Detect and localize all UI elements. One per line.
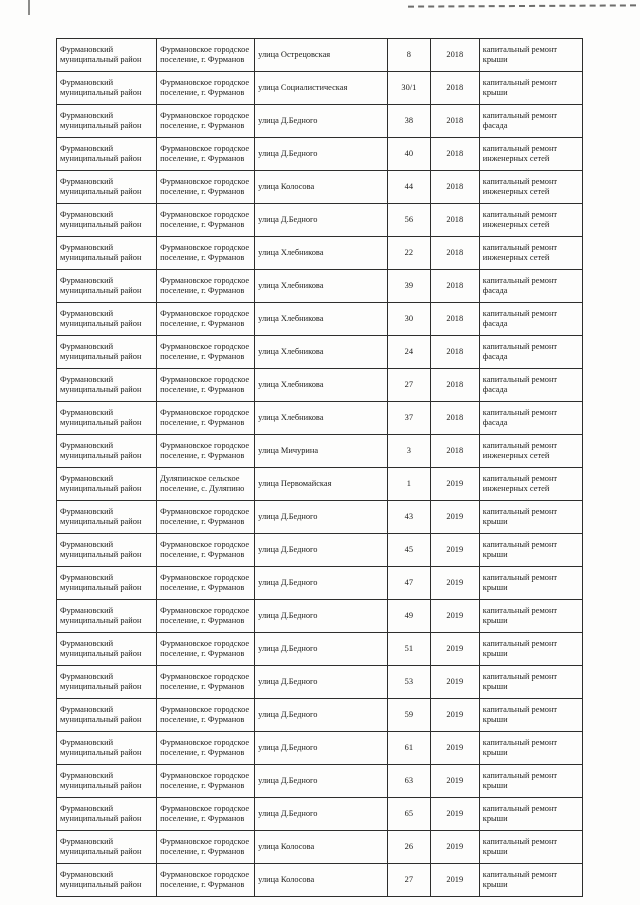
cell-settlement: Фурмановское городское поселение, г. Фурманов — [157, 567, 255, 600]
cell-settlement: Фурмановское городское поселение, г. Фурманов — [157, 138, 255, 171]
scan-artifact-dashed-line — [408, 4, 636, 7]
cell-street: улица Д.Бедного — [255, 138, 388, 171]
cell-street: улица Мичурина — [255, 435, 388, 468]
cell-house: 37 — [387, 402, 430, 435]
table-row — [57, 534, 583, 567]
cell-settlement: Фурмановское городское поселение, г. Фурманов — [157, 435, 255, 468]
table-row — [57, 270, 583, 303]
cell-house: 27 — [387, 864, 430, 897]
cell-street: улица Первомайская — [255, 468, 388, 501]
table-row — [57, 138, 583, 171]
cell-house: 8 — [387, 39, 430, 72]
cell-district: Фурмановский муниципальный район — [57, 765, 157, 798]
table-row — [57, 501, 583, 534]
cell-street: улица Хлебникова — [255, 303, 388, 336]
cell-street: улица Д.Бедного — [255, 501, 388, 534]
cell-settlement: Дуляпинское сельское поселение, с. Дуляпино — [157, 468, 255, 501]
cell-settlement: Фурмановское городское поселение, г. Фурманов — [157, 369, 255, 402]
cell-settlement: Фурмановское городское поселение, г. Фурманов — [157, 798, 255, 831]
cell-street: улица Д.Бедного — [255, 600, 388, 633]
cell-year: 2018 — [430, 72, 479, 105]
cell-settlement: Фурмановское городское поселение, г. Фурманов — [157, 600, 255, 633]
cell-district: Фурмановский муниципальный район — [57, 303, 157, 336]
cell-house: 30 — [387, 303, 430, 336]
cell-street: улица Хлебникова — [255, 237, 388, 270]
cell-house: 56 — [387, 204, 430, 237]
table-row — [57, 369, 583, 402]
cell-settlement: Фурмановское городское поселение, г. Фурманов — [157, 633, 255, 666]
cell-district: Фурмановский муниципальный район — [57, 864, 157, 897]
table-row — [57, 105, 583, 138]
cell-work: капитальный ремонт инженерных сетей — [479, 468, 582, 501]
table-row — [57, 336, 583, 369]
cell-year: 2018 — [430, 138, 479, 171]
cell-work: капитальный ремонт крыши — [479, 534, 582, 567]
cell-settlement: Фурмановское городское поселение, г. Фурманов — [157, 270, 255, 303]
table-row — [57, 666, 583, 699]
cell-house: 61 — [387, 732, 430, 765]
cell-district: Фурмановский муниципальный район — [57, 105, 157, 138]
cell-house: 30/1 — [387, 72, 430, 105]
cell-settlement: Фурмановское городское поселение, г. Фурманов — [157, 666, 255, 699]
table-row — [57, 765, 583, 798]
cell-street: улица Хлебникова — [255, 369, 388, 402]
cell-street: улица Д.Бедного — [255, 699, 388, 732]
cell-house: 53 — [387, 666, 430, 699]
cell-district: Фурмановский муниципальный район — [57, 468, 157, 501]
cell-district: Фурмановский муниципальный район — [57, 732, 157, 765]
cell-district: Фурмановский муниципальный район — [57, 567, 157, 600]
cell-settlement: Фурмановское городское поселение, г. Фурманов — [157, 105, 255, 138]
cell-year: 2018 — [430, 105, 479, 138]
cell-street: улица Д.Бедного — [255, 666, 388, 699]
cell-house: 22 — [387, 237, 430, 270]
cell-settlement: Фурмановское городское поселение, г. Фурманов — [157, 204, 255, 237]
cell-street: улица Д.Бедного — [255, 765, 388, 798]
cell-work: капитальный ремонт крыши — [479, 39, 582, 72]
cell-year: 2018 — [430, 402, 479, 435]
table-row — [57, 402, 583, 435]
cell-street: улица Д.Бедного — [255, 798, 388, 831]
cell-work: капитальный ремонт крыши — [479, 633, 582, 666]
cell-year: 2019 — [430, 501, 479, 534]
cell-district: Фурмановский муниципальный район — [57, 600, 157, 633]
cell-year: 2019 — [430, 699, 479, 732]
cell-work: капитальный ремонт инженерных сетей — [479, 138, 582, 171]
cell-house: 49 — [387, 600, 430, 633]
cell-year: 2019 — [430, 765, 479, 798]
cell-year: 2018 — [430, 369, 479, 402]
cell-settlement: Фурмановское городское поселение, г. Фурманов — [157, 534, 255, 567]
cell-district: Фурмановский муниципальный район — [57, 72, 157, 105]
cell-settlement: Фурмановское городское поселение, г. Фурманов — [157, 699, 255, 732]
cell-house: 43 — [387, 501, 430, 534]
cell-district: Фурмановский муниципальный район — [57, 534, 157, 567]
cell-work: капитальный ремонт крыши — [479, 567, 582, 600]
table-row — [57, 732, 583, 765]
table-row — [57, 831, 583, 864]
cell-street: улица Д.Бедного — [255, 534, 388, 567]
cell-settlement: Фурмановское городское поселение, г. Фурманов — [157, 501, 255, 534]
table-row — [57, 600, 583, 633]
table-row — [57, 468, 583, 501]
cell-work: капитальный ремонт крыши — [479, 798, 582, 831]
cell-street: улица Хлебникова — [255, 270, 388, 303]
table-row — [57, 633, 583, 666]
cell-work: капитальный ремонт крыши — [479, 501, 582, 534]
table-body — [57, 39, 583, 897]
cell-street: улица Д.Бедного — [255, 105, 388, 138]
cell-district: Фурмановский муниципальный район — [57, 798, 157, 831]
cell-year: 2018 — [430, 336, 479, 369]
cell-year: 2019 — [430, 864, 479, 897]
cell-work: капитальный ремонт фасада — [479, 270, 582, 303]
cell-year: 2019 — [430, 831, 479, 864]
cell-house: 44 — [387, 171, 430, 204]
cell-district: Фурмановский муниципальный район — [57, 831, 157, 864]
cell-street: улица Острецовская — [255, 39, 388, 72]
cell-street: улица Социалистическая — [255, 72, 388, 105]
cell-year: 2018 — [430, 270, 479, 303]
table-row — [57, 204, 583, 237]
cell-district: Фурмановский муниципальный район — [57, 204, 157, 237]
cell-work: капитальный ремонт крыши — [479, 699, 582, 732]
cell-year: 2019 — [430, 567, 479, 600]
cell-settlement: Фурмановское городское поселение, г. Фурманов — [157, 303, 255, 336]
cell-street: улица Д.Бедного — [255, 567, 388, 600]
cell-work: капитальный ремонт крыши — [479, 732, 582, 765]
cell-house: 59 — [387, 699, 430, 732]
table-row — [57, 72, 583, 105]
cell-district: Фурмановский муниципальный район — [57, 633, 157, 666]
cell-house: 1 — [387, 468, 430, 501]
cell-settlement: Фурмановское городское поселение, г. Фурманов — [157, 39, 255, 72]
cell-year: 2019 — [430, 534, 479, 567]
cell-house: 39 — [387, 270, 430, 303]
cell-street: улица Колосова — [255, 831, 388, 864]
cell-house: 45 — [387, 534, 430, 567]
cell-district: Фурмановский муниципальный район — [57, 270, 157, 303]
table-row — [57, 699, 583, 732]
cell-work: капитальный ремонт инженерных сетей — [479, 435, 582, 468]
cell-work: капитальный ремонт инженерных сетей — [479, 237, 582, 270]
cell-district: Фурмановский муниципальный район — [57, 666, 157, 699]
cell-district: Фурмановский муниципальный район — [57, 39, 157, 72]
table-row — [57, 303, 583, 336]
cell-street: улица Д.Бедного — [255, 633, 388, 666]
cell-work: капитальный ремонт инженерных сетей — [479, 171, 582, 204]
cell-district: Фурмановский муниципальный район — [57, 369, 157, 402]
cell-settlement: Фурмановское городское поселение, г. Фурманов — [157, 402, 255, 435]
cell-house: 26 — [387, 831, 430, 864]
table-row — [57, 171, 583, 204]
cell-year: 2019 — [430, 468, 479, 501]
cell-work: капитальный ремонт крыши — [479, 72, 582, 105]
cell-year: 2019 — [430, 600, 479, 633]
cell-work: капитальный ремонт инженерных сетей — [479, 204, 582, 237]
cell-district: Фурмановский муниципальный район — [57, 435, 157, 468]
cell-work: капитальный ремонт крыши — [479, 831, 582, 864]
cell-work: капитальный ремонт крыши — [479, 765, 582, 798]
cell-street: улица Д.Бедного — [255, 204, 388, 237]
table-row — [57, 864, 583, 897]
table-row — [57, 39, 583, 72]
cell-district: Фурмановский муниципальный район — [57, 138, 157, 171]
scan-artifact-tick — [28, 0, 30, 15]
cell-settlement: Фурмановское городское поселение, г. Фурманов — [157, 765, 255, 798]
cell-work: капитальный ремонт крыши — [479, 864, 582, 897]
table-row — [57, 567, 583, 600]
cell-street: улица Хлебникова — [255, 402, 388, 435]
cell-house: 63 — [387, 765, 430, 798]
cell-district: Фурмановский муниципальный район — [57, 336, 157, 369]
cell-settlement: Фурмановское городское поселение, г. Фурманов — [157, 831, 255, 864]
cell-year: 2019 — [430, 798, 479, 831]
cell-street: улица Д.Бедного — [255, 732, 388, 765]
cell-work: капитальный ремонт фасада — [479, 402, 582, 435]
cell-year: 2019 — [430, 633, 479, 666]
cell-settlement: Фурмановское городское поселение, г. Фурманов — [157, 171, 255, 204]
repairs-table — [56, 38, 583, 897]
cell-house: 27 — [387, 369, 430, 402]
cell-district: Фурмановский муниципальный район — [57, 171, 157, 204]
cell-street: улица Хлебникова — [255, 336, 388, 369]
cell-district: Фурмановский муниципальный район — [57, 699, 157, 732]
cell-house: 40 — [387, 138, 430, 171]
table-row — [57, 435, 583, 468]
cell-house: 51 — [387, 633, 430, 666]
cell-district: Фурмановский муниципальный район — [57, 237, 157, 270]
cell-year: 2018 — [430, 39, 479, 72]
cell-settlement: Фурмановское городское поселение, г. Фурманов — [157, 732, 255, 765]
cell-house: 3 — [387, 435, 430, 468]
cell-work: капитальный ремонт фасада — [479, 105, 582, 138]
cell-work: капитальный ремонт крыши — [479, 600, 582, 633]
cell-work: капитальный ремонт фасада — [479, 336, 582, 369]
cell-settlement: Фурмановское городское поселение, г. Фурманов — [157, 864, 255, 897]
cell-settlement: Фурмановское городское поселение, г. Фурманов — [157, 72, 255, 105]
cell-work: капитальный ремонт фасада — [479, 303, 582, 336]
cell-year: 2018 — [430, 237, 479, 270]
cell-year: 2018 — [430, 303, 479, 336]
table-row — [57, 798, 583, 831]
cell-house: 38 — [387, 105, 430, 138]
cell-settlement: Фурмановское городское поселение, г. Фурманов — [157, 237, 255, 270]
cell-district: Фурмановский муниципальный район — [57, 501, 157, 534]
cell-work: капитальный ремонт крыши — [479, 666, 582, 699]
cell-year: 2019 — [430, 666, 479, 699]
cell-street: улица Колосова — [255, 864, 388, 897]
cell-year: 2018 — [430, 204, 479, 237]
cell-work: капитальный ремонт фасада — [479, 369, 582, 402]
cell-house: 65 — [387, 798, 430, 831]
cell-settlement: Фурмановское городское поселение, г. Фурманов — [157, 336, 255, 369]
cell-street: улица Колосова — [255, 171, 388, 204]
cell-year: 2018 — [430, 435, 479, 468]
cell-year: 2019 — [430, 732, 479, 765]
table-row — [57, 237, 583, 270]
cell-house: 47 — [387, 567, 430, 600]
cell-year: 2018 — [430, 171, 479, 204]
cell-district: Фурмановский муниципальный район — [57, 402, 157, 435]
cell-house: 24 — [387, 336, 430, 369]
